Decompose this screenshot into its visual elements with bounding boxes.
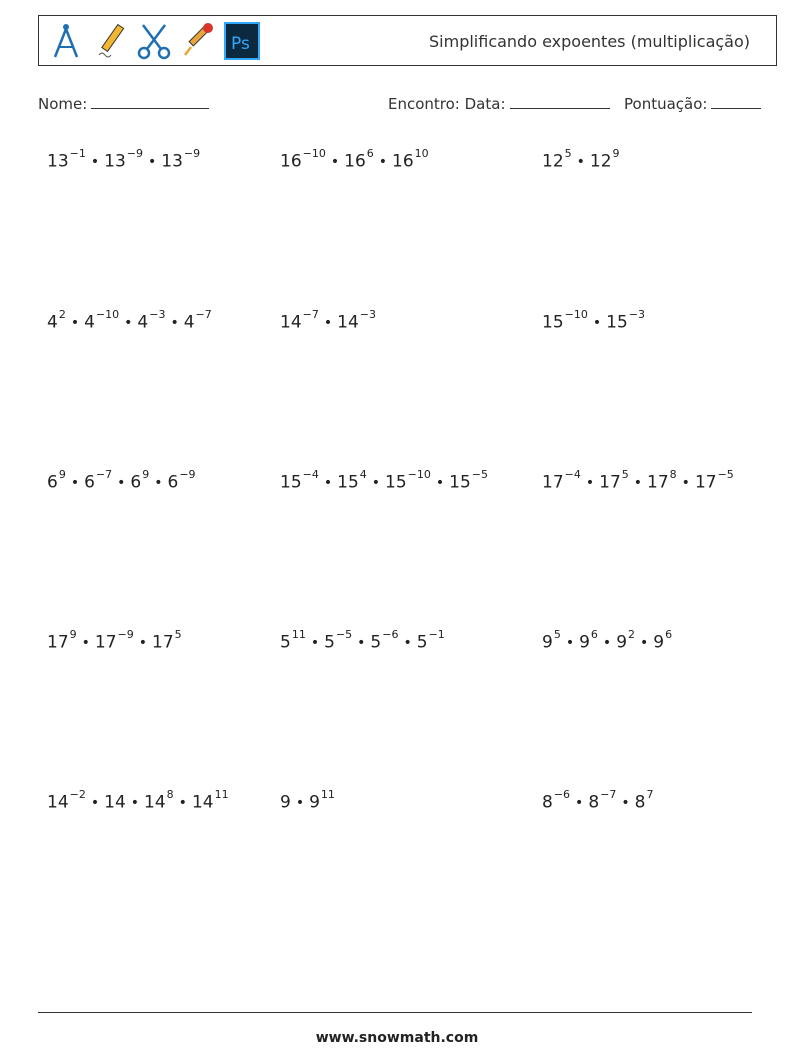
- multiply-dot: •: [323, 314, 333, 331]
- problem-5: [280, 308, 376, 333]
- term-exponent: −10: [564, 308, 588, 321]
- multiply-dot: •: [178, 794, 187, 811]
- term-base: 14: [47, 792, 69, 813]
- term-exponent: −2: [69, 788, 86, 801]
- problem-1: [47, 147, 201, 172]
- multiply-dot: •: [621, 794, 630, 811]
- term-exponent: −5: [717, 468, 734, 481]
- term-base: 6: [167, 472, 179, 493]
- multiply-dot: •: [378, 153, 388, 170]
- term-base: 17: [542, 472, 564, 493]
- term-base: 16: [280, 151, 302, 172]
- problem-14: [280, 788, 335, 813]
- term-base: 13: [104, 151, 126, 172]
- multiply-dot: •: [575, 794, 584, 811]
- term-base: 14: [104, 792, 126, 813]
- term-exponent: 5: [621, 468, 629, 481]
- term-base: 4: [137, 312, 149, 333]
- problem-9: [542, 468, 734, 493]
- score-field: [624, 94, 761, 113]
- multiply-dot: •: [371, 474, 381, 491]
- multiply-dot: •: [154, 474, 163, 491]
- term-base: 14: [191, 792, 214, 813]
- icon-strip: [47, 21, 261, 61]
- term-exponent: −5: [335, 628, 353, 641]
- term-exponent: 11: [214, 788, 229, 801]
- meeting-date-label: Encontro: Data:: [388, 95, 506, 113]
- term-exponent: −3: [628, 308, 645, 321]
- multiply-dot: •: [117, 474, 126, 491]
- term-base: 6: [84, 472, 95, 493]
- term-base: 15: [606, 312, 628, 333]
- multiply-dot: •: [310, 634, 320, 651]
- term-base: 15: [337, 472, 359, 493]
- term-exponent: −1: [69, 147, 86, 160]
- term-exponent: 2: [58, 308, 66, 321]
- term-exponent: 2: [628, 628, 636, 641]
- term-exponent: −9: [117, 628, 134, 641]
- term-exponent: 9: [612, 147, 620, 160]
- term-exponent: 9: [142, 468, 150, 481]
- problem-10: [47, 628, 182, 653]
- multiply-dot: •: [90, 794, 100, 811]
- term-exponent: −10: [302, 147, 326, 160]
- term-exponent: −9: [126, 147, 143, 160]
- score-blank: [711, 94, 761, 109]
- term-base: 12: [589, 151, 612, 172]
- problem-4: [47, 308, 212, 333]
- multiply-dot: •: [124, 314, 133, 331]
- term-exponent: 6: [665, 628, 673, 641]
- problem-13: [47, 788, 229, 813]
- problem-12: [542, 628, 673, 653]
- term-base: 17: [47, 632, 69, 653]
- term-exponent: −6: [382, 628, 399, 641]
- term-exponent: 6: [590, 628, 598, 641]
- term-base: 4: [47, 312, 58, 333]
- multiply-dot: •: [147, 153, 157, 170]
- term-base: 15: [449, 472, 471, 493]
- pencil-icon: [91, 21, 129, 61]
- problem-7: [47, 468, 196, 493]
- term-exponent: −4: [564, 468, 581, 481]
- footer-url: www.snowmath.com: [315, 1030, 479, 1046]
- multiply-dot: •: [633, 474, 643, 491]
- term-exponent: 10: [414, 147, 429, 160]
- term-base: 14: [144, 792, 166, 813]
- term-base: 8: [588, 792, 600, 813]
- term-exponent: 11: [291, 628, 306, 641]
- term-exponent: −7: [95, 468, 113, 481]
- term-exponent: 4: [359, 468, 367, 481]
- multiply-dot: •: [592, 314, 602, 331]
- term-exponent: −7: [302, 308, 319, 321]
- multiply-dot: •: [81, 634, 90, 651]
- term-base: 9: [542, 632, 553, 653]
- term-base: 9: [616, 632, 628, 653]
- term-base: 5: [416, 632, 428, 653]
- term-exponent: 8: [166, 788, 174, 801]
- term-base: 13: [47, 151, 69, 172]
- term-base: 9: [309, 792, 320, 813]
- multiply-dot: •: [602, 634, 612, 651]
- term-base: 16: [344, 151, 366, 172]
- photoshop-icon: [223, 21, 261, 61]
- multiply-dot: •: [681, 474, 690, 491]
- multiply-dot: •: [403, 634, 412, 651]
- term-base: 15: [542, 312, 564, 333]
- problem-2: [280, 147, 429, 172]
- multiply-dot: •: [640, 634, 649, 651]
- multiply-dot: •: [170, 314, 179, 331]
- problem-6: [542, 308, 645, 333]
- multiply-dot: •: [90, 153, 100, 170]
- term-base: 13: [161, 151, 183, 172]
- term-exponent: −5: [471, 468, 489, 481]
- term-base: 17: [694, 472, 717, 493]
- date-field: [388, 94, 610, 113]
- term-exponent: −3: [149, 308, 166, 321]
- term-base: 15: [385, 472, 407, 493]
- compass-icon: [47, 21, 85, 61]
- multiply-dot: •: [295, 794, 305, 811]
- term-exponent: −1: [428, 628, 445, 641]
- term-exponent: −9: [179, 468, 196, 481]
- score-label: Pontuação:: [624, 95, 708, 113]
- term-base: 14: [337, 312, 359, 333]
- footer-divider: [38, 1012, 752, 1013]
- term-base: 14: [280, 312, 302, 333]
- problem-15: [542, 788, 654, 813]
- term-exponent: −7: [600, 788, 617, 801]
- multiply-dot: •: [330, 153, 340, 170]
- term-base: 4: [84, 312, 95, 333]
- multiply-dot: •: [138, 634, 148, 651]
- term-base: 5: [280, 632, 291, 653]
- term-base: 6: [130, 472, 142, 493]
- term-base: 6: [47, 472, 58, 493]
- worksheet-title: Simplificando expoentes (multiplicação): [429, 32, 750, 51]
- multiply-dot: •: [323, 474, 333, 491]
- term-exponent: 9: [69, 628, 77, 641]
- name-blank: [91, 94, 209, 109]
- problem-8: [280, 468, 489, 493]
- multiply-dot: •: [70, 474, 80, 491]
- scissors-icon: [135, 21, 173, 61]
- term-base: 15: [280, 472, 302, 493]
- term-base: 17: [647, 472, 669, 493]
- term-exponent: −10: [95, 308, 120, 321]
- term-exponent: 6: [366, 147, 374, 160]
- term-exponent: 5: [564, 147, 572, 160]
- term-exponent: 11: [320, 788, 335, 801]
- term-base: 9: [280, 792, 291, 813]
- multiply-dot: •: [565, 634, 575, 651]
- header-box: [38, 15, 777, 66]
- multiply-dot: •: [357, 634, 366, 651]
- term-exponent: 5: [174, 628, 182, 641]
- name-label: Nome:: [38, 95, 88, 113]
- multiply-dot: •: [576, 153, 585, 170]
- term-exponent: 9: [58, 468, 66, 481]
- multiply-dot: •: [70, 314, 80, 331]
- term-exponent: −10: [407, 468, 431, 481]
- problem-3: [542, 147, 620, 172]
- date-blank: [510, 94, 610, 109]
- term-base: 17: [94, 632, 117, 653]
- problem-11: [280, 628, 445, 653]
- term-base: 5: [370, 632, 382, 653]
- term-exponent: −4: [302, 468, 319, 481]
- term-base: 12: [542, 151, 564, 172]
- multiply-dot: •: [585, 474, 595, 491]
- term-base: 5: [324, 632, 335, 653]
- name-field: [38, 94, 209, 113]
- term-base: 8: [542, 792, 553, 813]
- dropper-icon: [179, 21, 217, 61]
- term-exponent: −3: [359, 308, 376, 321]
- term-exponent: −6: [553, 788, 571, 801]
- term-base: 16: [392, 151, 414, 172]
- term-base: 9: [579, 632, 590, 653]
- svg-text:Ps: Ps: [231, 34, 250, 54]
- term-exponent: −9: [183, 147, 201, 160]
- term-base: 17: [152, 632, 174, 653]
- term-exponent: 5: [553, 628, 561, 641]
- term-exponent: 7: [646, 788, 654, 801]
- term-base: 9: [653, 632, 665, 653]
- multiply-dot: •: [130, 794, 140, 811]
- multiply-dot: •: [435, 474, 445, 491]
- term-base: 8: [634, 792, 646, 813]
- term-exponent: 8: [669, 468, 677, 481]
- term-base: 17: [599, 472, 621, 493]
- term-exponent: −7: [195, 308, 212, 321]
- term-base: 4: [183, 312, 195, 333]
